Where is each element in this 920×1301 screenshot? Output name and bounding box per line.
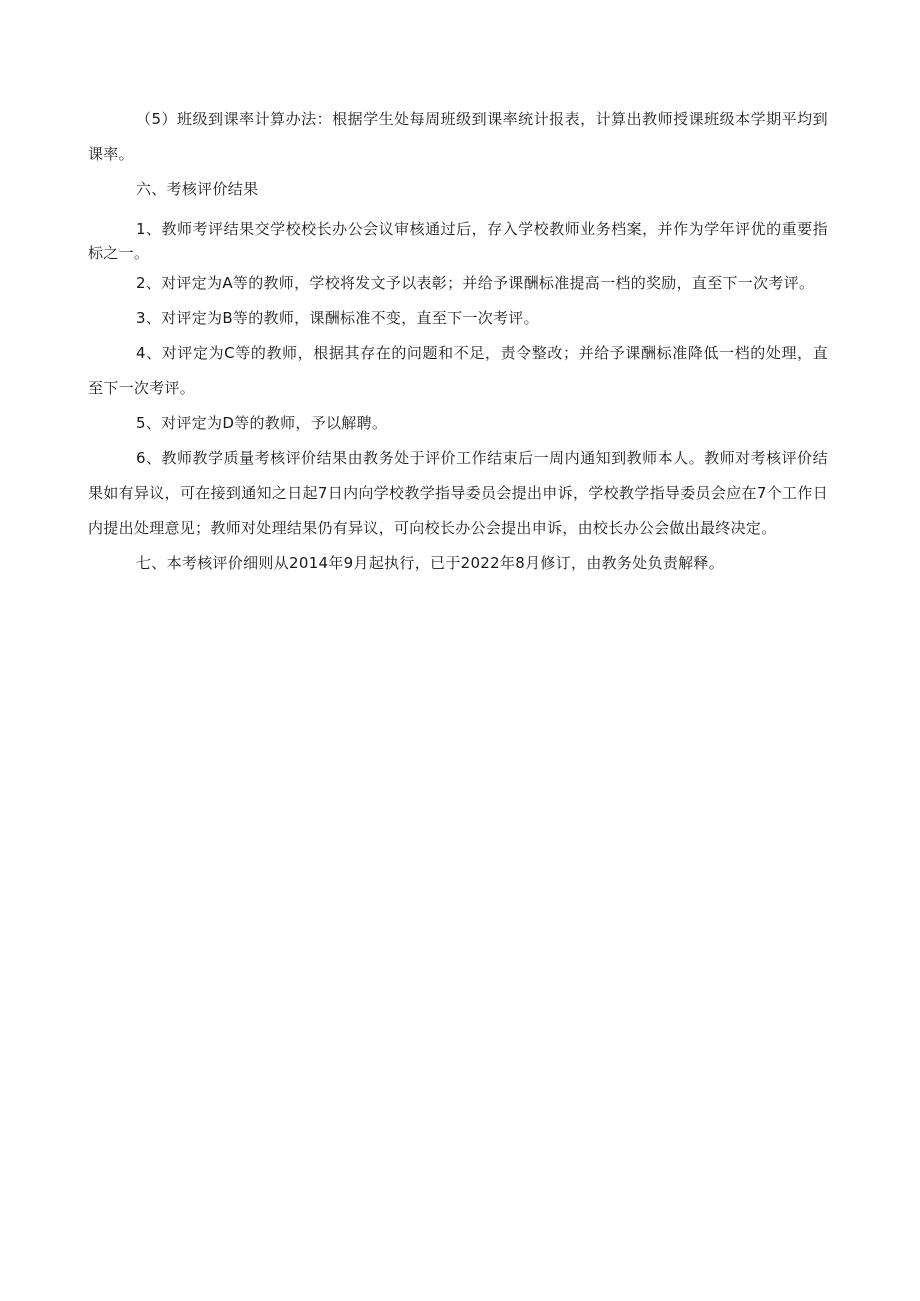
paragraph-result-1: 1、教师考评结果交学校校长办公会议审核通过后，存入学校教师业务档案，并作为学年评优的重要指标之一。 bbox=[88, 220, 828, 262]
paragraph-result-5: 5、对评定为D等的教师，予以解聘。 bbox=[136, 414, 388, 432]
section-heading-effective-date: 七、本考核评价细则从2014年9月起执行，已于2022年8月修订，由教务处负责解释。 bbox=[136, 554, 725, 572]
paragraph-result-3: 3、对评定为B等的教师，课酬标准不变，直至下一次考评。 bbox=[136, 309, 539, 327]
paragraph-result-2: 2、对评定为A等的教师，学校将发文予以表彰；并给予课酬标准提高一档的奖励，直至下一次考评。 bbox=[136, 274, 815, 292]
paragraph-attendance-calculation: （5）班级到课率计算办法：根据学生处每周班级到课率统计报表，计算出教师授课班级本学期平均到课率。 bbox=[88, 110, 828, 163]
paragraph-result-4: 4、对评定为C等的教师，根据其存在的问题和不足，责令整改；并给予课酬标准降低一档的处理，直至下一次考评。 bbox=[88, 344, 828, 397]
document-page bbox=[88, 102, 828, 581]
section-heading-evaluation-results: 六、考核评价结果 bbox=[136, 180, 259, 198]
paragraph-result-6: 6、教师教学质量考核评价结果由教务处于评价工作结束后一周内通知到教师本人。教师对考核评价结果如有异议，可在接到通知之日起7日内向学校教学指导委员会提出申诉，学校教学指导委员会应在7个工作日内提出处理意见；教师对处理结果仍有异议，可向校长办公会提出申诉，由校长办公会做出最终决定。 bbox=[88, 449, 828, 537]
